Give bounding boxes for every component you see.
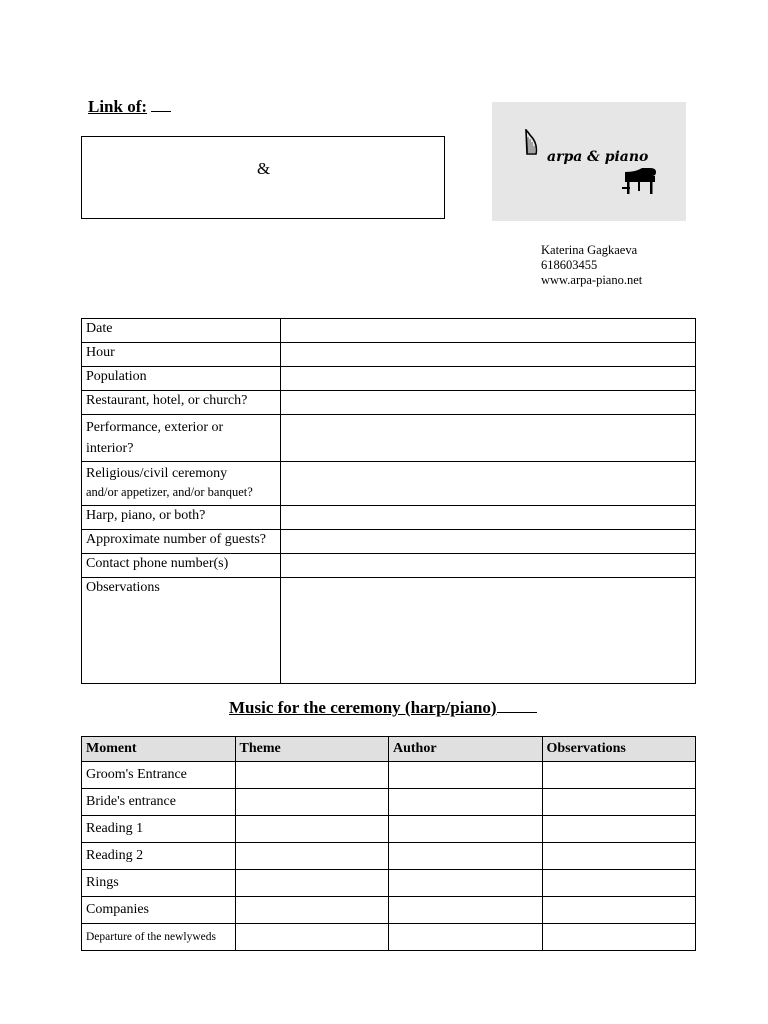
table-row bbox=[82, 870, 696, 897]
header-theme: Theme bbox=[235, 737, 389, 762]
performance-field[interactable] bbox=[281, 415, 696, 462]
observations-cell[interactable] bbox=[542, 870, 696, 897]
harp-icon bbox=[524, 129, 540, 157]
theme-cell[interactable] bbox=[235, 789, 389, 816]
music-table bbox=[81, 736, 696, 951]
author-cell[interactable] bbox=[389, 870, 543, 897]
link-of-label: Link of: bbox=[88, 97, 148, 116]
link-of-blank[interactable] bbox=[151, 99, 171, 112]
moment-cell: Reading 1 bbox=[82, 816, 236, 843]
ampersand: & bbox=[257, 159, 271, 178]
row-label-hour: Hour bbox=[82, 343, 281, 367]
author-cell[interactable] bbox=[389, 843, 543, 870]
phone-field[interactable] bbox=[281, 554, 696, 578]
observations-field[interactable] bbox=[281, 578, 696, 684]
observations-cell[interactable] bbox=[542, 924, 696, 951]
contact-name: Katerina Gagkaeva bbox=[541, 243, 638, 257]
author-cell[interactable] bbox=[389, 924, 543, 951]
music-title-blank bbox=[497, 700, 537, 713]
table-row bbox=[82, 578, 696, 684]
header-author: Author bbox=[389, 737, 543, 762]
table-row bbox=[82, 789, 696, 816]
date-field[interactable] bbox=[281, 319, 696, 343]
row-label-population: Population bbox=[82, 367, 281, 391]
table-row bbox=[82, 462, 696, 506]
couple-names-box[interactable] bbox=[81, 136, 445, 219]
logo-text: arpa & piano bbox=[547, 149, 649, 165]
table-row bbox=[82, 897, 696, 924]
table-row bbox=[82, 530, 696, 554]
table-row bbox=[82, 391, 696, 415]
contact-website[interactable]: www.arpa-piano.net bbox=[541, 273, 643, 287]
table-row bbox=[82, 415, 696, 462]
theme-cell[interactable] bbox=[235, 843, 389, 870]
row-label-ceremony-line1: Religious/civil ceremony bbox=[86, 466, 228, 481]
row-label-performance bbox=[82, 415, 281, 462]
row-label-ceremony-line2: and/or appetizer, and/or banquet? bbox=[86, 485, 253, 499]
theme-cell[interactable] bbox=[235, 870, 389, 897]
moment-cell: Departure of the newlyweds bbox=[82, 924, 236, 951]
observations-cell[interactable] bbox=[542, 816, 696, 843]
moment-cell: Bride's entrance bbox=[82, 789, 236, 816]
table-row bbox=[82, 816, 696, 843]
music-title-text: Music for the ceremony (harp/piano) bbox=[229, 698, 497, 717]
table-row bbox=[82, 554, 696, 578]
table-row bbox=[82, 843, 696, 870]
instrument-field[interactable] bbox=[281, 506, 696, 530]
moment-cell: Reading 2 bbox=[82, 843, 236, 870]
theme-cell[interactable] bbox=[235, 924, 389, 951]
table-row bbox=[82, 924, 696, 951]
hour-field[interactable] bbox=[281, 343, 696, 367]
row-label-guests: Approximate number of guests? bbox=[82, 530, 281, 554]
author-cell[interactable] bbox=[389, 762, 543, 789]
music-header-row bbox=[82, 737, 696, 762]
author-cell[interactable] bbox=[389, 789, 543, 816]
link-of-heading bbox=[88, 97, 171, 117]
row-label-performance-line1: Performance, exterior or bbox=[86, 420, 224, 435]
theme-cell[interactable] bbox=[235, 897, 389, 924]
row-label-observations: Observations bbox=[82, 578, 281, 684]
header-moment: Moment bbox=[82, 737, 236, 762]
author-cell[interactable] bbox=[389, 816, 543, 843]
moment-cell: Groom's Entrance bbox=[82, 762, 236, 789]
row-label-phone: Contact phone number(s) bbox=[82, 554, 281, 578]
author-cell[interactable] bbox=[389, 897, 543, 924]
moment-cell: Rings bbox=[82, 870, 236, 897]
observations-cell[interactable] bbox=[542, 897, 696, 924]
row-label-ceremony bbox=[82, 462, 281, 506]
venue-field[interactable] bbox=[281, 391, 696, 415]
row-label-performance-line2: interior? bbox=[86, 441, 134, 456]
table-row bbox=[82, 367, 696, 391]
theme-cell[interactable] bbox=[235, 816, 389, 843]
row-label-date: Date bbox=[82, 319, 281, 343]
event-details-table bbox=[81, 318, 696, 684]
observations-cell[interactable] bbox=[542, 762, 696, 789]
table-row bbox=[82, 506, 696, 530]
logo bbox=[492, 102, 686, 221]
table-row bbox=[82, 343, 696, 367]
header-observations: Observations bbox=[542, 737, 696, 762]
theme-cell[interactable] bbox=[235, 762, 389, 789]
contact-phone: 618603455 bbox=[541, 258, 598, 272]
piano-icon bbox=[622, 166, 658, 196]
guests-field[interactable] bbox=[281, 530, 696, 554]
moment-cell: Companies bbox=[82, 897, 236, 924]
observations-cell[interactable] bbox=[542, 843, 696, 870]
row-label-venue: Restaurant, hotel, or church? bbox=[82, 391, 281, 415]
observations-cell[interactable] bbox=[542, 789, 696, 816]
table-row bbox=[82, 319, 696, 343]
music-section-title bbox=[229, 698, 537, 718]
ceremony-field[interactable] bbox=[281, 462, 696, 506]
population-field[interactable] bbox=[281, 367, 696, 391]
table-row bbox=[82, 762, 696, 789]
row-label-instrument: Harp, piano, or both? bbox=[82, 506, 281, 530]
contact-info bbox=[541, 243, 642, 288]
